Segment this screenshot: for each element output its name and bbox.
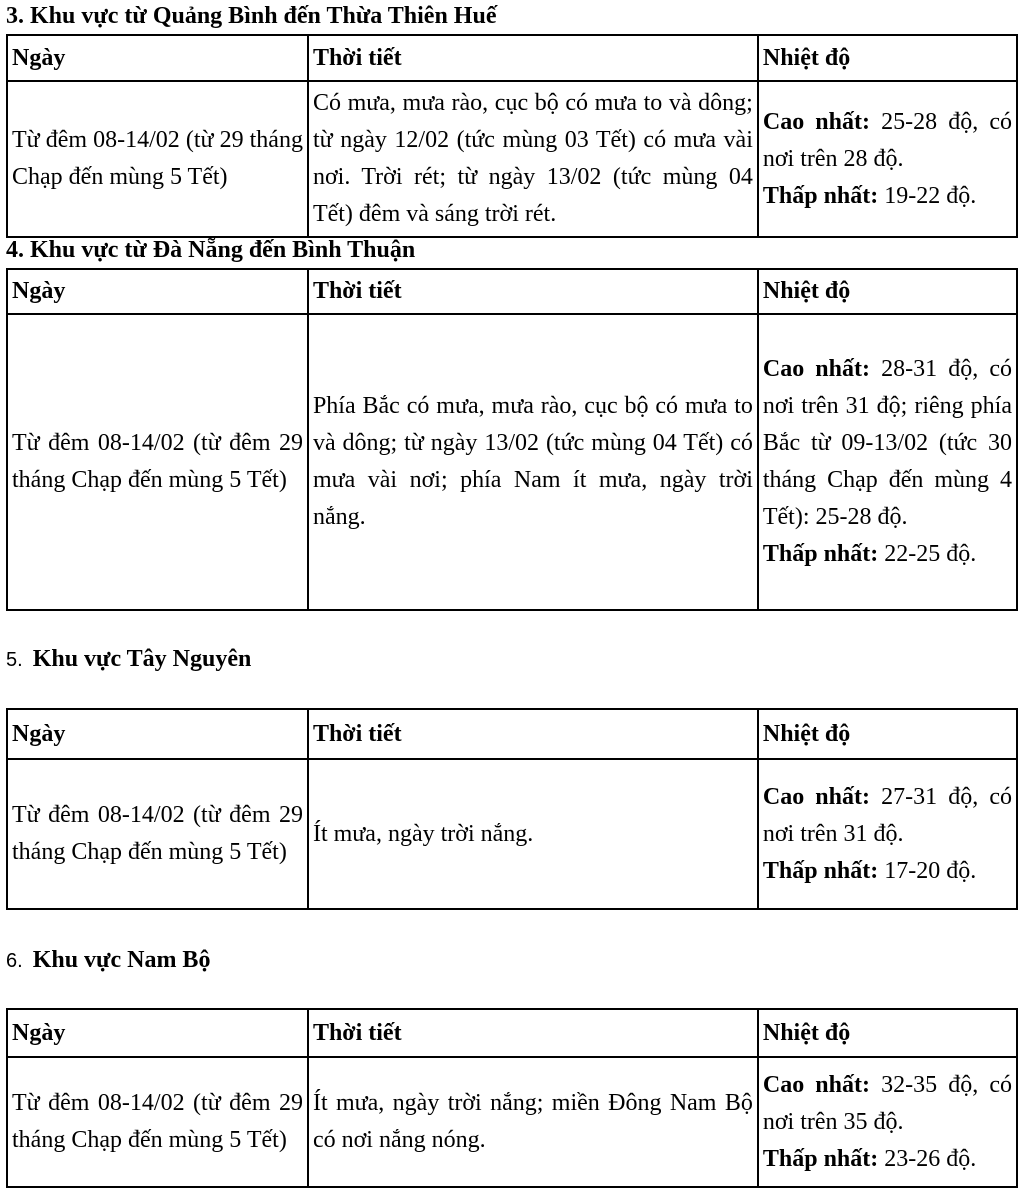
header-temp: Nhiệt độ [758,1009,1017,1057]
temp-high-value: 28-31 độ, có nơi trên 31 độ; riêng phía Bắc từ 09-13/02 (tức 30 tháng Chạp đến mùng 4 Tết): 25-28 độ. [762,356,1013,530]
table-row [7,314,1017,610]
weather-cell: Ít mưa, ngày trời nắng; miền Đông Nam Bộ có nơi nắng nóng. [308,1057,758,1187]
header-weather: Thời tiết [308,35,758,81]
temp-low-label: Thấp nhất: [762,857,879,884]
header-day: Ngày [7,35,308,81]
section-title: 4. Khu vực từ Đà Nẵng đến Bình Thuận [6,237,416,263]
weather-cell: Ít mưa, ngày trời nắng. [308,759,758,909]
header-temp: Nhiệt độ [758,35,1017,81]
section-3-heading [6,2,496,30]
temp-high-label: Cao nhất: [762,356,870,382]
day-cell: Từ đêm 08-14/02 (từ đêm 29 tháng Chạp đến mùng 5 Tết) [7,759,308,909]
section-5-table [6,708,1018,910]
section-title: 3. Khu vực từ Quảng Bình đến Thừa Thiên Huế [6,3,497,29]
section-4-table [6,268,1018,611]
weather-cell: Phía Bắc có mưa, mưa rào, cục bộ có mưa to và dông; từ ngày 13/02 (tức mùng 04 Tết) có mưa vài nơi; phía Nam ít mưa, ngày trời nắng. [308,314,758,610]
temp-low-label: Thấp nhất: [762,182,879,209]
table-row [7,81,1017,237]
section-number: 5. [6,649,23,671]
header-weather: Thời tiết [308,709,758,759]
header-temp: Nhiệt độ [758,709,1017,759]
temp-high-value: 32-35 độ, có nơi trên 35 độ. [762,1071,1013,1135]
header-weather: Thời tiết [308,1009,758,1057]
table-row [7,759,1017,909]
temp-low-value: 19-22 độ. [884,182,977,209]
section-title: Khu vực Tây Nguyên [32,646,252,672]
day-cell: Từ đêm 08-14/02 (từ đêm 29 tháng Chạp đến mùng 5 Tết) [7,1057,308,1187]
temp-high-label: Cao nhất: [762,108,870,135]
temp-low-value: 22-25 độ. [884,541,977,567]
section-3-table [6,34,1018,238]
header-day: Ngày [7,269,308,314]
header-day: Ngày [7,709,308,759]
temp-low-label: Thấp nhất: [762,1145,879,1172]
temp-cell [758,759,1017,909]
temp-cell [758,1057,1017,1187]
header-day: Ngày [7,1009,308,1057]
header-temp: Nhiệt độ [758,269,1017,314]
section-5-heading [6,645,251,674]
header-weather: Thời tiết [308,269,758,314]
weather-cell: Có mưa, mưa rào, cục bộ có mưa to và dông; từ ngày 12/02 (tức mùng 03 Tết) có mưa vài nơi. Trời rét; từ ngày 13/02 (tức mùng 04 Tết) đêm và sáng trời rét. [308,81,758,237]
temp-high-value: 25-28 độ, có nơi trên 28 độ. [762,108,1013,172]
day-cell: Từ đêm 08-14/02 (từ 29 tháng Chạp đến mùng 5 Tết) [7,81,308,237]
temp-low-label: Thấp nhất: [762,541,879,567]
section-4-heading [6,236,415,264]
temp-cell [758,314,1017,610]
temp-low-value: 23-26 độ. [884,1145,977,1172]
temp-cell [758,81,1017,237]
table-row [7,1057,1017,1187]
section-6-heading [6,946,210,975]
table-header-row [7,709,1017,759]
temp-low-value: 17-20 độ. [884,857,977,884]
table-header-row [7,1009,1017,1057]
day-cell: Từ đêm 08-14/02 (từ đêm 29 tháng Chạp đến mùng 5 Tết) [7,314,308,610]
temp-high-value: 27-31 độ, có nơi trên 31 độ. [762,783,1013,847]
section-6-table [6,1008,1018,1188]
table-header-row [7,269,1017,314]
section-number: 6. [6,950,23,972]
temp-high-label: Cao nhất: [762,783,870,810]
section-title: Khu vực Nam Bộ [32,947,211,973]
temp-high-label: Cao nhất: [762,1071,870,1098]
table-header-row [7,35,1017,81]
